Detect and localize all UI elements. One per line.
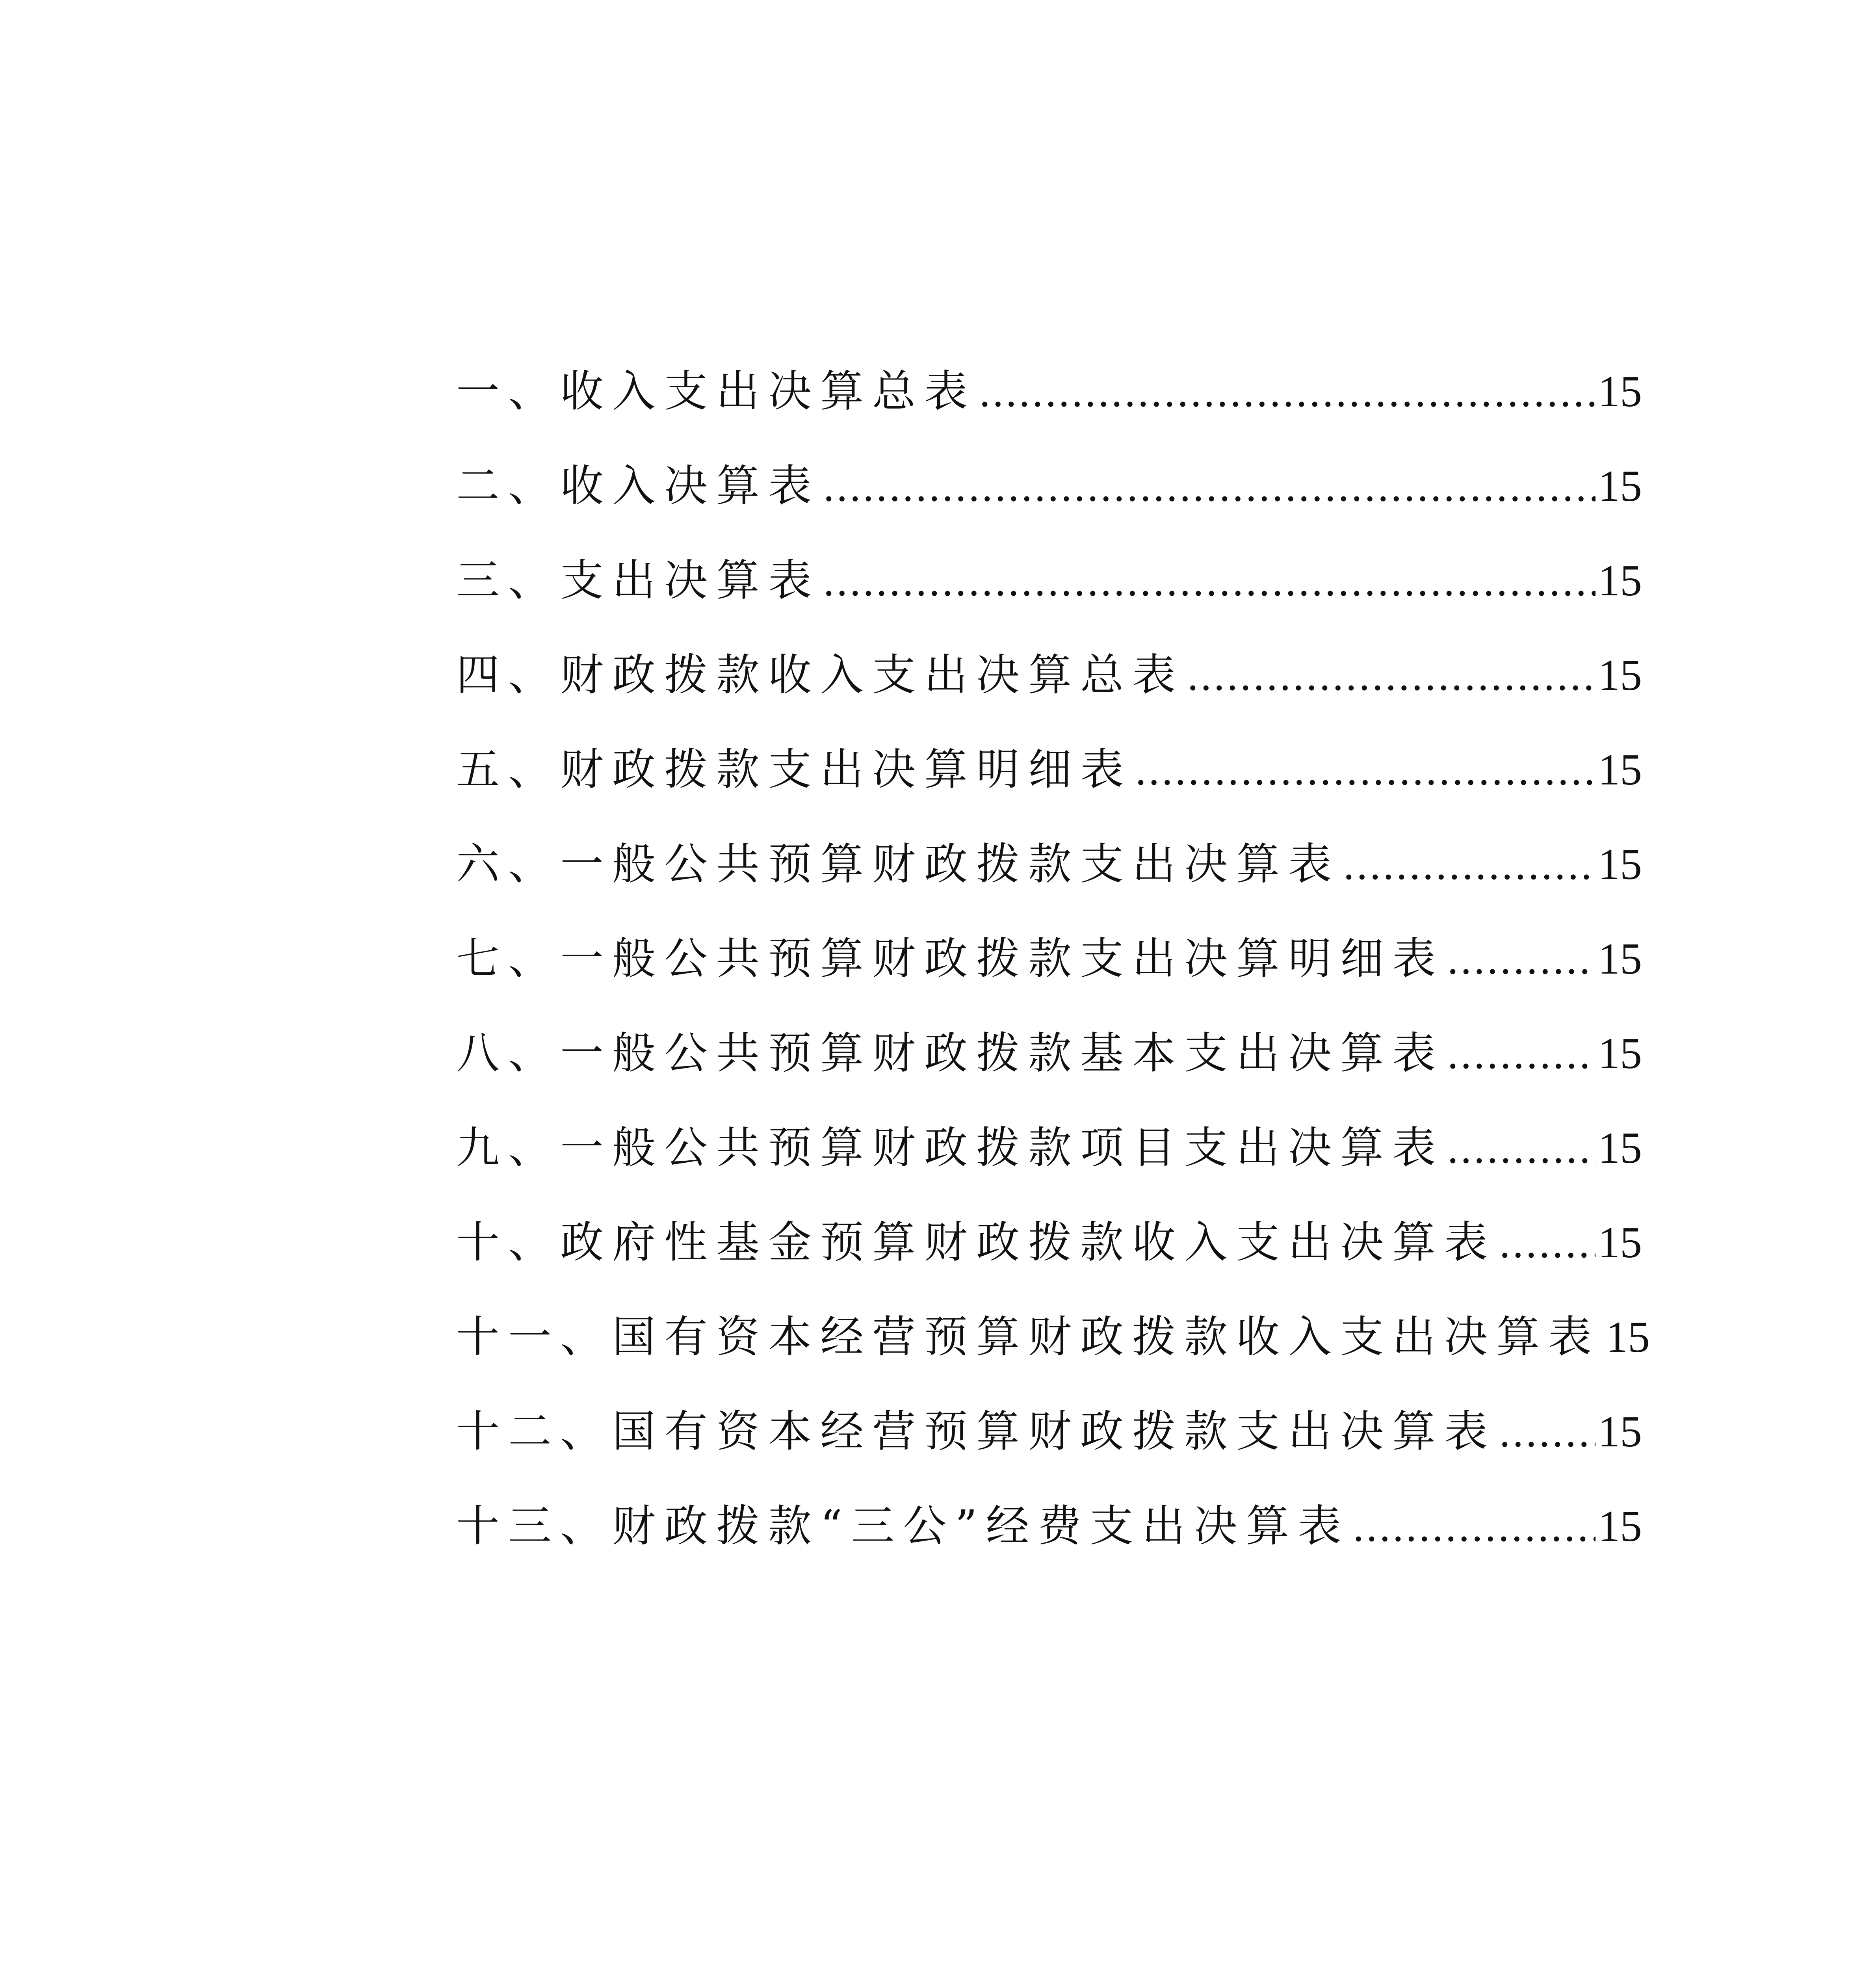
toc-page-number: 15 bbox=[1606, 1313, 1650, 1362]
toc-entry-label: 三、支出决算表 bbox=[456, 555, 820, 606]
toc-dot-leader bbox=[1343, 840, 1596, 890]
toc-page-number: 15 bbox=[1598, 1407, 1642, 1456]
toc-entry-5[interactable] bbox=[456, 735, 1642, 829]
toc-dot-leader bbox=[1187, 650, 1596, 701]
toc-entry-label: 十一、国有资本经营预算财政拨款收入支出决算表 bbox=[456, 1312, 1600, 1362]
toc-entry-label: 十、政府性基金预算财政拨款收入支出决算表 bbox=[456, 1217, 1496, 1267]
toc-entry-label: 十三、财政拨款“三公”经费支出决算表 bbox=[456, 1501, 1350, 1551]
toc-entry-12[interactable] bbox=[456, 1397, 1642, 1491]
toc-entry-label: 八、一般公共预算财政拨款基本支出决算表 bbox=[456, 1028, 1444, 1078]
toc-entry-1[interactable] bbox=[456, 357, 1642, 451]
toc-entry-label: 十二、国有资本经营预算财政拨款支出决算表 bbox=[456, 1406, 1496, 1457]
toc-entry-label: 一、收入支出决算总表 bbox=[456, 366, 976, 416]
toc-dot-leader bbox=[1447, 934, 1596, 984]
toc-dot-leader bbox=[1499, 1407, 1596, 1457]
toc-dot-leader bbox=[1447, 1029, 1596, 1079]
toc-entry-3[interactable] bbox=[456, 546, 1642, 640]
toc-dot-leader bbox=[823, 461, 1596, 511]
toc-dot-leader bbox=[1135, 745, 1596, 795]
toc-entry-2[interactable] bbox=[456, 451, 1642, 546]
toc-dot-leader bbox=[979, 367, 1596, 417]
toc-dot-leader bbox=[1447, 1123, 1596, 1173]
toc-entry-11[interactable] bbox=[456, 1302, 1650, 1397]
toc-page-number: 15 bbox=[1598, 651, 1642, 700]
toc-page-number: 15 bbox=[1598, 1029, 1642, 1078]
toc-entry-label: 二、收入决算表 bbox=[456, 461, 820, 511]
toc-page-number: 15 bbox=[1598, 1218, 1642, 1267]
toc-entry-4[interactable] bbox=[456, 640, 1642, 735]
toc-entry-label: 七、一般公共预算财政拨款支出决算明细表 bbox=[456, 933, 1444, 984]
toc-entry-10[interactable] bbox=[456, 1208, 1642, 1302]
toc-dot-leader bbox=[823, 556, 1596, 606]
toc-dot-leader bbox=[1353, 1502, 1596, 1552]
table-of-contents bbox=[456, 357, 1650, 1586]
toc-entry-9[interactable] bbox=[456, 1113, 1642, 1208]
toc-entry-8[interactable] bbox=[456, 1018, 1642, 1113]
toc-entry-13[interactable] bbox=[456, 1491, 1642, 1586]
toc-entry-6[interactable] bbox=[456, 829, 1642, 924]
toc-entry-label: 九、一般公共预算财政拨款项目支出决算表 bbox=[456, 1123, 1444, 1173]
toc-page-number: 15 bbox=[1598, 462, 1642, 511]
toc-page-number: 15 bbox=[1598, 935, 1642, 983]
toc-entry-7[interactable] bbox=[456, 924, 1642, 1018]
toc-dot-leader bbox=[1499, 1218, 1596, 1268]
toc-page-number: 15 bbox=[1598, 745, 1642, 794]
toc-page-number: 15 bbox=[1598, 367, 1642, 416]
toc-page-number: 15 bbox=[1598, 1502, 1642, 1551]
toc-page-number: 15 bbox=[1598, 1124, 1642, 1173]
toc-entry-label: 五、财政拨款支出决算明细表 bbox=[456, 744, 1132, 795]
toc-page-number: 15 bbox=[1598, 840, 1642, 889]
toc-entry-label: 六、一般公共预算财政拨款支出决算表 bbox=[456, 839, 1340, 889]
toc-page-number: 15 bbox=[1598, 556, 1642, 605]
toc-entry-label: 四、财政拨款收入支出决算总表 bbox=[456, 650, 1184, 700]
